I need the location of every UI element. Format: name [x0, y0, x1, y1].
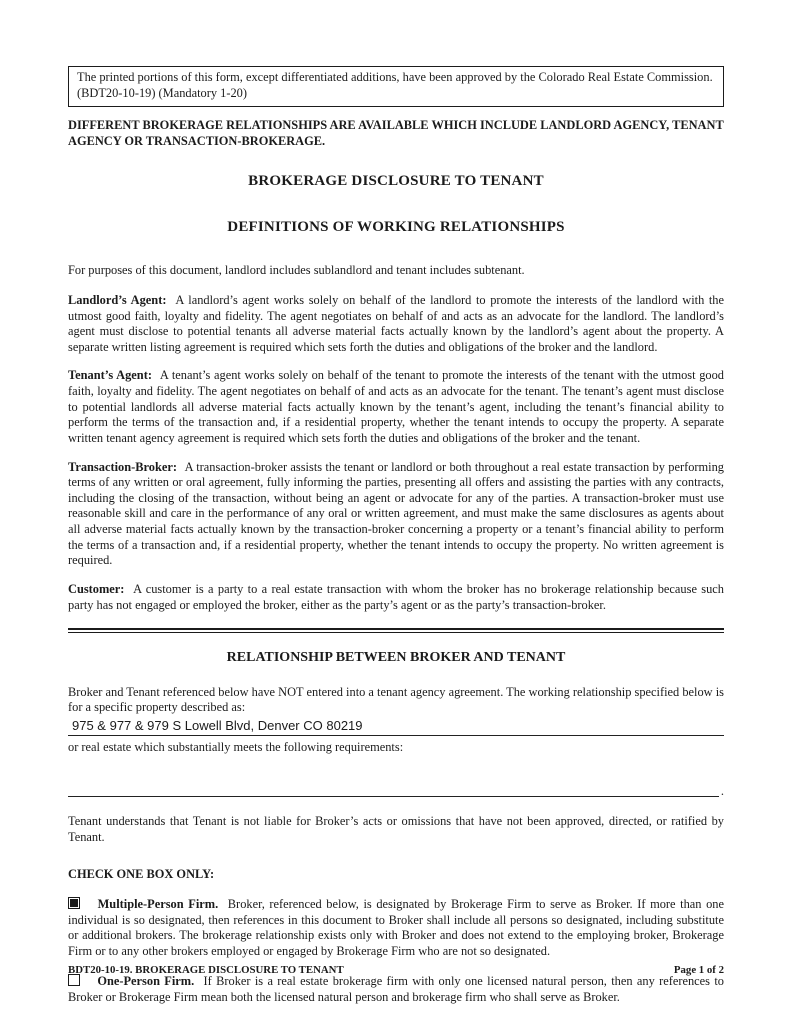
document-title: BROKERAGE DISCLOSURE TO TENANT: [248, 172, 544, 189]
option-one-person-firm: [68, 974, 724, 1005]
definition-label: Tenant’s Agent:: [68, 368, 152, 383]
definition-landlords-agent: [68, 293, 724, 356]
approval-notice-box: [68, 66, 724, 107]
footer-page-number: Page 1 of 2: [673, 964, 724, 977]
requirements-field[interactable]: [68, 780, 719, 797]
multiple-person-firm-checkbox[interactable]: [68, 897, 80, 909]
option-text: If Broker is a real estate brokerage firm with only one licensed natural person, then any references to Broker or Brokerage Firm mean both the licensed natural person and brokerage firm who shall serve as Broker.: [68, 974, 724, 1005]
property-address-field[interactable]: [68, 718, 724, 736]
option-multiple-person-firm: [68, 897, 724, 960]
option-text: Broker, referenced below, is designated by Brokerage Firm to serve as Broker. If more than one individual is so designated, then references in this document to Broker shall include all persons so designated, including substitute or additional brokers. The brokerage relationship exists only with Broker and does not extend to the employing broker, Brokerage Firm or to any other brokers employed or engaged by Brokerage Firm who are not so designated.: [68, 896, 724, 958]
definition-label: Landlord’s Agent:: [68, 292, 167, 307]
definition-transaction-broker: [68, 460, 724, 569]
relationship-intro: Broker and Tenant referenced below have NOT entered into a tenant agency agreement. The working relationship specified below is for a specific property described as:: [68, 684, 724, 715]
property-address-value: 975 & 977 & 979 S Lowell Blvd, Denver CO 80219: [72, 718, 363, 734]
definition-text: A transaction-broker assists the tenant or landlord or both throughout a real estate transaction by performing terms of any written or oral agreement, fully informing the parties, presenting all offers and assisting the parties with any contracts, including the closing of the transaction, without being an agent or advocate for any of the parties. A transaction-broker must use reasonable skill and care in the performance of any oral or written agreement, and must make the same disclosures as agents about all adverse material facts actually known by the transaction-broker concerning a property or a tenant’s financial ability to perform the terms of a transaction and, if a residential property, whether the tenant intends to occupy the property. No written agreement is required.: [68, 459, 724, 568]
approval-notice-text: The printed portions of this form, except differentiated additions, have been approved by the Colorado Real Estate Commission. (BDT20-10-19) (Mandatory 1-20): [77, 70, 713, 100]
option-label: Multiple-Person Firm.: [97, 896, 219, 911]
definition-text: A landlord’s agent works solely on behalf of the landlord to promote the interests of the landlord with the utmost good faith, loyalty and fidelity. The agent negotiates on behalf of and acts as an advocate for the landlord. The landlord’s agent must disclose to potential tenants all adverse material facts actually known by the landlord’s agent about the property. A separate written listing agreement is required which sets forth the duties and obligations of the broker and the landlord.: [68, 292, 725, 354]
definition-label: Transaction-Broker:: [68, 459, 177, 474]
line-terminator: .: [720, 783, 724, 798]
relationship-section-title: RELATIONSHIP BETWEEN BROKER AND TENANT: [226, 650, 566, 666]
definition-label: Customer:: [68, 581, 125, 596]
check-one-box-heading: CHECK ONE BOX ONLY:: [68, 867, 215, 882]
preamble-statement: DIFFERENT BROKERAGE RELATIONSHIPS ARE AVAILABLE WHICH INCLUDE LANDLORD AGENCY, TENANT AGENCY OR TRANSACTION-BROKERAGE.: [68, 118, 724, 148]
page-footer: [68, 964, 724, 978]
checkbox-fill-icon: [70, 899, 78, 907]
definition-text: A tenant’s agent works solely on behalf of the tenant to promote the interests of the tenant with the utmost good faith, loyalty and fidelity. The agent negotiates on behalf of and acts as an advocate for the tenant. The tenant’s agent must disclose to potential landlords all adverse material facts actually known by the tenant’s agent, including the tenant’s financial ability to perform the terms of the transaction and, if a residential property, whether the tenant intends to occupy the property. A separate written tenant agency agreement is required which sets forth the duties and obligations of the broker and the tenant.: [68, 368, 724, 445]
section-divider: [68, 628, 724, 633]
alternative-requirements-label: or real estate which substantially meets the following requirements:: [68, 740, 404, 755]
footer-form-id: BDT20-10-19. BROKERAGE DISCLOSURE TO TENANT: [68, 964, 344, 977]
definitions-intro: For purposes of this document, landlord includes sublandlord and tenant includes subtenant.: [68, 263, 525, 278]
definition-text: A customer is a party to a real estate transaction with whom the broker has no brokerage relationship because such party has not engaged or employed the broker, either as the party’s agent or as the party’s transaction-broker.: [68, 581, 724, 612]
definition-customer: [68, 582, 724, 613]
requirements-field-row: [68, 780, 724, 797]
tenant-liability-statement: Tenant understands that Tenant is not liable for Broker’s acts or omissions that have not been approved, directed, or ratified by Tenant.: [68, 814, 724, 844]
definition-tenants-agent: [68, 368, 724, 446]
definitions-section-title: DEFINITIONS OF WORKING RELATIONSHIPS: [227, 219, 565, 236]
option-label: One-Person Firm.: [97, 974, 195, 989]
